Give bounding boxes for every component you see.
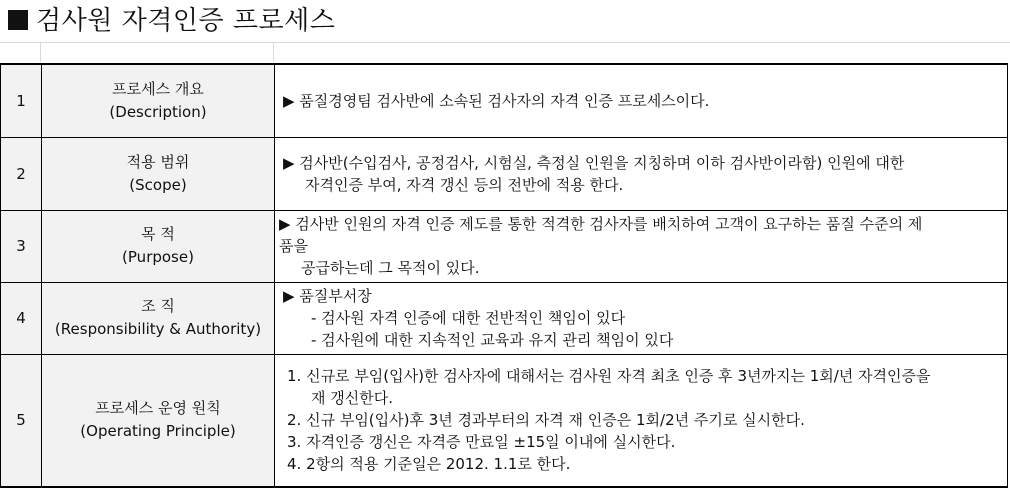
spacer-divider xyxy=(40,43,41,62)
content-line: 4. 2항의 적용 기준일은 2012. 1.1로 한다. xyxy=(287,455,571,474)
content-line: 재 갱신한다. xyxy=(311,389,393,408)
heading-ko: 프로세스 개요 xyxy=(112,79,204,98)
table-row xyxy=(1,137,1008,210)
row-heading xyxy=(42,64,275,137)
title-text: 검사원 자격인증 프로세스 xyxy=(36,6,336,36)
row-number: 1 xyxy=(1,64,42,137)
row-content xyxy=(275,210,1008,282)
content-line: ▶ 검사반(수입검사, 공정검사, 시험실, 측정실 인원을 지칭하며 이하 검사반이라함) 인원에 대한 xyxy=(283,153,905,172)
spacer-row xyxy=(0,43,1010,62)
row-content xyxy=(275,64,1008,137)
table-row xyxy=(1,354,1008,487)
row-number: 2 xyxy=(1,137,42,210)
content-line: 품을 xyxy=(279,237,308,255)
row-number: 4 xyxy=(1,282,42,354)
black-square-icon xyxy=(8,10,28,30)
table-row xyxy=(1,282,1008,354)
heading-ko: 프로세스 운영 원칙 xyxy=(95,399,221,418)
heading-en: (Scope) xyxy=(129,175,187,194)
content-line: - 검사원에 대한 지속적인 교육과 유지 관리 책임이 있다 xyxy=(311,331,674,349)
page-title xyxy=(8,3,335,39)
heading-ko: 적용 범위 xyxy=(126,152,190,171)
content-line: 2. 신규 부임(입사)후 3년 경과부터의 자격 재 인증은 1회/2년 주기로 실시한다. xyxy=(287,411,805,430)
heading-ko: 목 적 xyxy=(141,225,175,243)
table-row xyxy=(1,210,1008,282)
row-heading xyxy=(42,282,275,354)
process-table xyxy=(0,63,1008,488)
content-line: ▶ 검사반 인원의 자격 인증 제도를 통한 적격한 검사자를 배치하여 고객이 요구하는 품질 수준의 제 xyxy=(279,215,923,233)
row-content xyxy=(275,137,1008,210)
content-line: 1. 신규로 부임(입사)한 검사자에 대해서는 검사원 자격 최초 인증 후 3년까지는 1회/년 자격인증을 xyxy=(287,367,931,386)
row-number: 5 xyxy=(1,354,42,487)
row-heading xyxy=(42,137,275,210)
heading-ko: 조 직 xyxy=(141,297,175,315)
heading-en: (Purpose) xyxy=(122,248,194,266)
spacer-divider xyxy=(273,43,274,62)
heading-en: (Responsibility & Authority) xyxy=(54,320,262,338)
content-line: 3. 자격인증 갱신은 자격증 만료일 ±15일 이내에 실시한다. xyxy=(287,433,676,452)
content-line: ▶ 품질부서장 xyxy=(283,287,372,305)
table-row xyxy=(1,64,1008,137)
content-line: 자격인증 부여, 자격 갱신 등의 전반에 적용 한다. xyxy=(305,175,624,194)
title-row xyxy=(0,0,1010,43)
row-content xyxy=(275,282,1008,354)
row-content xyxy=(275,354,1008,487)
row-number: 3 xyxy=(1,210,42,282)
heading-en: (Description) xyxy=(109,102,207,121)
row-heading xyxy=(42,210,275,282)
heading-en: (Operating Principle) xyxy=(80,422,236,441)
content-line: 공급하는데 그 목적이 있다. xyxy=(301,259,480,277)
content-line: ▶ 품질경영팀 검사반에 소속된 검사자의 자격 인증 프로세스이다. xyxy=(283,91,710,110)
row-heading xyxy=(42,354,275,487)
content-line: - 검사원 자격 인증에 대한 전반적인 책임이 있다 xyxy=(311,309,626,327)
